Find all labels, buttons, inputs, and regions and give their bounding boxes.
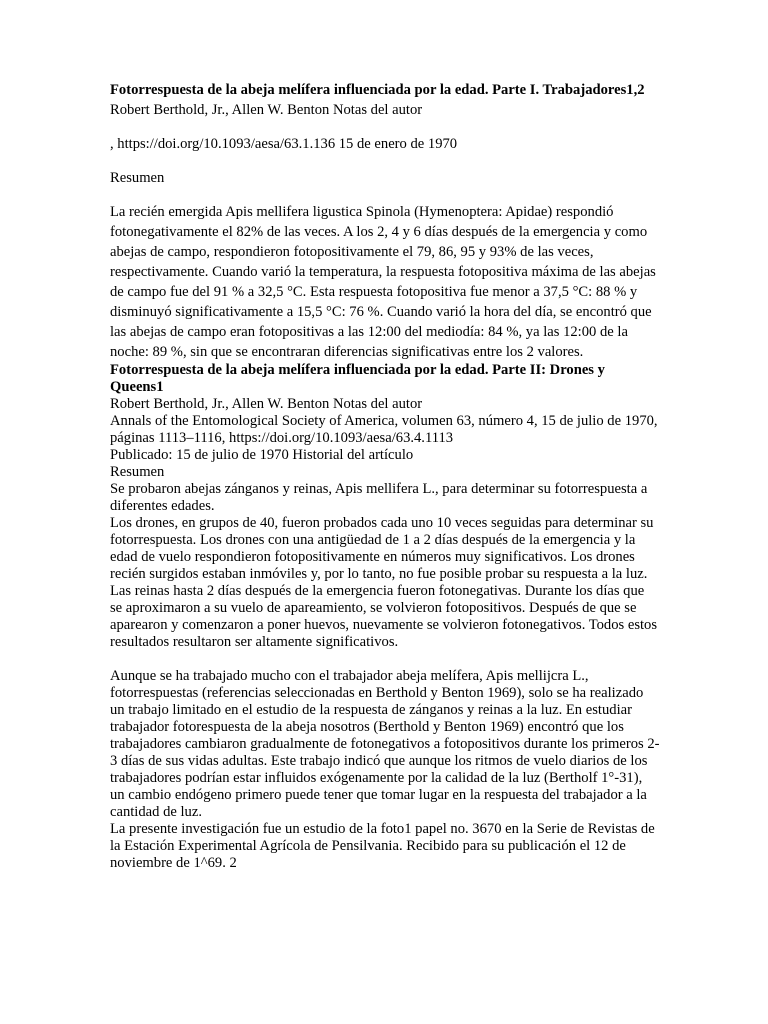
part2-authors: Robert Berthold, Jr., Allen W. Benton Notas del autor (110, 396, 423, 412)
part1-heading (110, 80, 660, 120)
part1-title: Fotorrespuesta de la abeja melífera influenciada por la edad. Parte I. Trabajadores1,2 (110, 82, 645, 98)
part2-abstract-heading: Resumen (110, 464, 165, 480)
part2-footnote: La presente investigación fue un estudio de la foto1 papel no. 3670 en la Serie de Revistas de la Estación Experimental Agrícola de Pensilvania. Recibido para su publicación el 12 de noviembre de 1^69. 2 (110, 821, 655, 871)
part1-abstract: La recién emergida Apis mellifera ligustica Spinola (Hymenoptera: Apidae) respondió fotonegativamente el 82% de las veces. A los 2, 4 y 6 días después de la emergencia y como abejas de campo, respondieron fotopositivamente el 79, 86, 95 y 93% de las veces, respectivamente. Cuando varió la temperatura, la respuesta fotopositiva máxima de las abejas de campo fue del 91 % a 32,5 °C. Esta respuesta fotopositiva fue menor a 37,5 °C: 88 % y disminuyó significativamente a 15,5 °C: 76 %. Cuando varió la hora del día, se encontró que las abejas de campo eran fotopositivas a las 12:00 del mediodía: 84 %, ya las 12:00 de la noche: 89 %, sin que se encontraran diferencias significativas entre los 2 valores. (110, 204, 656, 360)
part2-paragraph-1: Se probaron abejas zánganos y reinas, Apis mellifera L., para determinar su fotorrespuesta a diferentes edades. (110, 481, 648, 514)
part1-authors: Robert Berthold, Jr., Allen W. Benton Notas del autor (110, 102, 423, 118)
part1-doi-line: , https://doi.org/10.1093/aesa/63.1.136 15 de enero de 1970 (110, 136, 458, 152)
part2-published: Publicado: 15 de julio de 1970 Historial del artículo (110, 447, 414, 463)
part2-paragraph-3: Las reinas hasta 2 días después de la emergencia fueron fotonegativas. Durante los días que se aproximaron a su vuelo de apareamiento, se volvieron fotopositivos. Después de que se aparearon y comenzaron a poner huevos, nuevamente se volvieron fotonegativos. Todos estos resultados resultaron ser altamente significativos. (110, 583, 658, 650)
part2-title: Fotorrespuesta de la abeja melífera influenciada por la edad. Parte II: Drones y Queens1 (110, 362, 605, 395)
part1-abstract-heading: Resumen (110, 170, 165, 186)
part2-introduction: Aunque se ha trabajado mucho con el trabajador abeja melífera, Apis mellijcra L., fotorrespuestas (referencias seleccionadas en Berthold y Benton 1969), solo se ha realizado un trabajo limitado en el estudio de la respuesta de zánganos y reinas a la luz. En estudiar trabajador fotorespuesta de la abeja nosotros (Berthold y Benton 1969) encontró que los trabajadores cambiaron gradualmente de fotonegativos a fotopositivos durante los primeros 2-3 días de sus vidas adultas. Este trabajo indicó que aunque los ritmos de vuelo diarios de los trabajadores podrían estar influidos exógenamente por la calidad de la luz (Bertholf 1°-31), un cambio endógeno primero puede tener que tomar lugar en la respuesta del trabajador a la cantidad de luz. (110, 668, 660, 820)
part2-journal: Annals of the Entomological Society of America, volumen 63, número 4, 15 de julio de 1970, páginas 1113–1116, https://doi.org/10.1093/aesa/63.4.1113 (110, 413, 658, 446)
document-body (110, 80, 660, 872)
part2-paragraph-2: Los drones, en grupos de 40, fueron probados cada uno 10 veces seguidas para determinar su fotorrespuesta. Los drones con una antigüedad de 1 a 2 días después de la emergencia y la edad de vuelo respondieron fotopositivamente en números muy significativos. Los drones recién surgidos estaban inmóviles y, por lo tanto, no fue posible probar su respuesta a la luz. (110, 515, 654, 582)
